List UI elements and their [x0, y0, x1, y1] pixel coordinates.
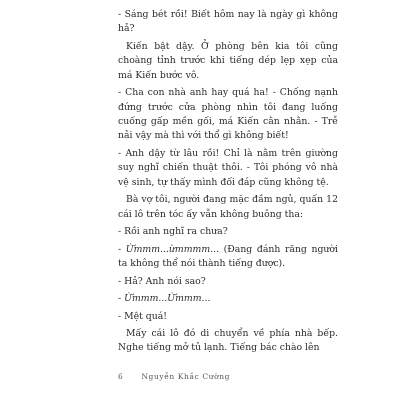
paragraph-4: - Anh dậy từ lâu rồi! Chỉ là nằm trên giường suy nghĩ chiến thuật thôi. - Tôi phóng vô nhà vệ sinh, tự thấy mình đối đáp cũng không tệ. — [118, 147, 338, 188]
page-footer — [118, 372, 230, 381]
paragraph-10: - Mệt quá! — [118, 310, 168, 322]
page-number: 6 — [118, 372, 124, 381]
paragraph-3: - Cha con nhà anh hay quá ha! - Chống nạnh đứng trước cửa phòng nhìn tôi đang luống cuống gấp mền gối, má Kiến cằn nhằn. - Trễ nải vậy mà thì với thổ gì không biết! — [118, 87, 338, 142]
dash-prefix: - — [118, 293, 125, 305]
body-text — [118, 8, 338, 359]
mumble-text: Ừmmm...Ừmmm... — [124, 293, 211, 305]
paragraph-8: - Hả? Anh nói sao? — [118, 275, 206, 287]
paragraph-9 — [118, 292, 338, 306]
paragraph-6: - Rồi anh nghĩ ra chưa? — [118, 226, 228, 238]
paragraph-5: Bà vợ tôi, người đang mặc đầm ngủ, quấn 12 cái lô trên tóc ấy vẫn không buông tha: — [118, 194, 338, 220]
author-name: Nguyễn Khắc Cường — [141, 372, 231, 381]
mumble-text: Ừmmm...ừmmmm... — [125, 243, 220, 255]
paragraph-7 — [118, 243, 338, 272]
dash-prefix: - — [118, 243, 126, 255]
paragraph-1: - Sáng bét rồi! Biết hôm nay là ngày gì không hả? — [118, 9, 338, 35]
paragraph-2: Kiến bật dậy. Ở phòng bên kia tôi cũng choàng tỉnh trước khi tiếng dép lẹp xẹp của má Kiến bước vô. — [118, 40, 338, 81]
paragraph-7-rest: (Đang đánh răng người ta không thể nói thành tiếng được). — [118, 243, 338, 270]
paragraph-11: Mấy cái lô đó di chuyển về phía nhà bếp. Nghe tiếng mở tủ lạnh. Tiếng bác chào lên — [118, 328, 338, 354]
